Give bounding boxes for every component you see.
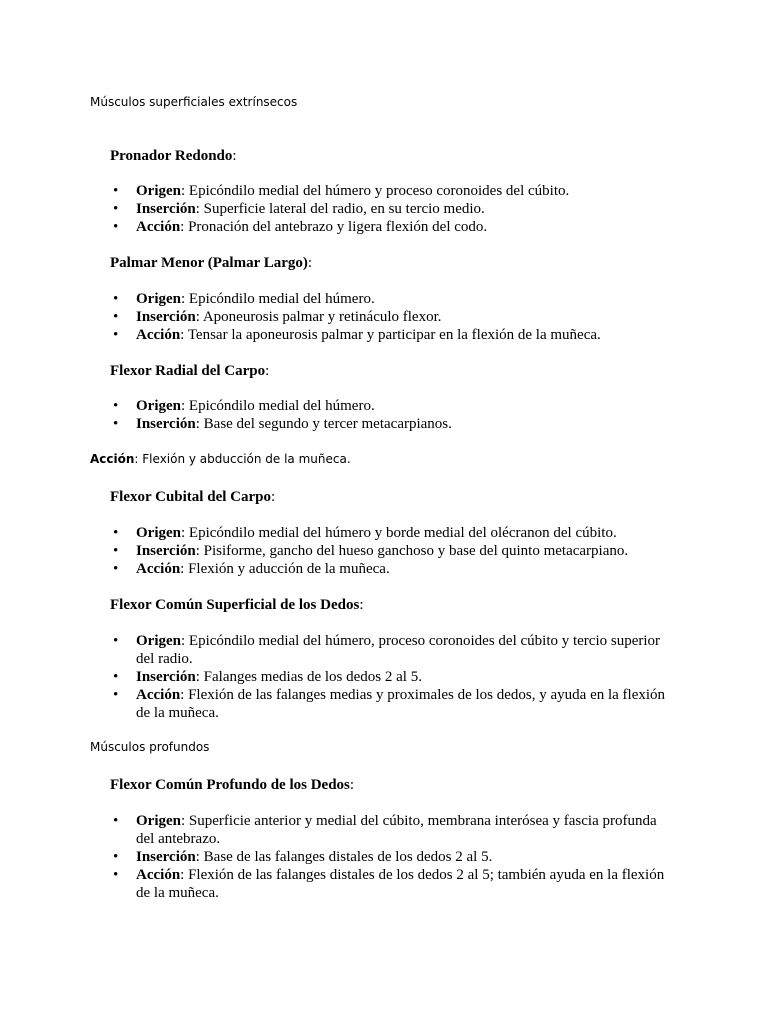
muscle-title-pronador [110,147,237,165]
muscle-title-flexor-profundo [110,776,354,794]
title-colon: : [265,363,270,379]
muscle-title-text: Flexor Radial del Carpo [110,363,266,379]
title-colon: : [232,148,237,164]
item-label: Inserción [136,309,196,325]
bullet-list-flexor-radial [110,397,670,433]
list-item [110,866,670,902]
title-colon: : [349,777,355,793]
bullet-icon: • [113,669,119,685]
item-text: : Flexión y aducción de la muñeca. [180,561,390,577]
list-item [110,686,670,722]
muscle-title-text: Flexor Cubital del Carpo [110,489,271,505]
muscle-title-text: Palmar Menor (Palmar Largo) [110,255,308,271]
item-text: : Epicóndilo medial del húmero. [181,291,375,307]
bullet-icon: • [113,525,119,541]
muscle-title-flexor-cubital [110,488,275,506]
list-item [110,290,670,308]
bullet-icon: • [113,867,119,883]
item-label: Inserción [136,416,196,432]
item-label: Origen [136,183,181,199]
title-colon: : [307,255,313,271]
section-heading-deep: Músculos profundos [90,740,210,754]
item-text: : Base de las falanges distales de los dedos 2 al 5. [195,849,493,865]
list-item [110,848,670,866]
title-colon: : [359,597,364,613]
item-label: Acción [136,219,181,235]
item-label: Inserción [136,201,196,217]
muscle-title-palmar [110,254,312,272]
bullet-list-palmar [110,290,670,344]
item-label: Acción [136,687,181,703]
bullet-icon: • [113,849,119,865]
muscle-title-text: Pronador Redondo [110,148,233,164]
muscle-title-text: Flexor Común Superficial de los Dedos [110,597,360,613]
bullet-icon: • [113,327,119,343]
muscle-title-flexor-superficial [110,596,363,614]
item-text: : Epicóndilo medial del húmero y proceso coronoides del cúbito. [181,183,570,199]
item-text: : Flexión y abducción de la muñeca. [134,452,351,466]
bullet-icon: • [113,813,119,829]
list-item [110,218,670,236]
item-text: : Superficie lateral del radio, en su tercio medio. [195,201,485,217]
item-text: : Superficie anterior y medial del cúbito, membrana interósea y fascia profunda del antebrazo. [136,813,657,847]
item-text: : Flexión de las falanges medias y proximales de los dedos, y ayuda en la flexión de la muñeca. [136,687,666,721]
item-label: Origen [136,291,181,307]
bullet-icon: • [113,201,119,217]
item-label: Origen [136,398,181,414]
item-label: Inserción [136,849,196,865]
item-text: : Falanges medias de los dedos 2 al 5. [195,669,422,685]
list-item [110,668,670,686]
bullet-icon: • [113,543,119,559]
list-item [110,200,670,218]
item-label: Origen [136,633,181,649]
bullet-icon: • [113,687,119,703]
item-label: Inserción [136,669,196,685]
bullet-list-flexor-cubital [110,524,670,578]
item-label: Inserción [136,543,196,559]
item-text: : Pisiforme, gancho del hueso ganchoso y base del quinto metacarpiano. [195,543,629,559]
item-text: : Flexión de las falanges distales de los dedos 2 al 5; también ayuda en la flexión de la muñeca. [136,867,665,901]
list-item [110,812,670,848]
item-label: Acción [136,561,181,577]
item-text: : Epicóndilo medial del húmero. [181,398,375,414]
bullet-icon: • [113,561,119,577]
bullet-icon: • [113,291,119,307]
bullet-icon: • [113,416,119,432]
list-item [110,560,670,578]
item-text: : Pronación del antebrazo y ligera flexión del codo. [180,219,488,235]
item-label: Acción [90,452,135,466]
list-item [110,632,670,668]
accion-line-flexor-radial [90,452,351,467]
item-text: : Epicóndilo medial del húmero y borde medial del olécranon del cúbito. [181,525,617,541]
item-label: Origen [136,813,181,829]
bullet-icon: • [113,219,119,235]
item-text: : Aponeurosis palmar y retináculo flexor. [195,309,442,325]
list-item [110,182,670,200]
bullet-icon: • [113,633,119,649]
list-item [110,524,670,542]
bullet-icon: • [113,183,119,199]
list-item [110,397,670,415]
bullet-list-flexor-superficial [110,632,670,722]
item-text: : Epicóndilo medial del húmero, proceso coronoides del cúbito y tercio superior del radio. [136,633,661,667]
item-label: Acción [136,327,181,343]
item-text: : Tensar la aponeurosis palmar y participar en la flexión de la muñeca. [180,327,601,343]
item-label: Origen [136,525,181,541]
bullet-icon: • [113,309,119,325]
item-text: : Base del segundo y tercer metacarpianos. [195,416,452,432]
item-label: Acción [136,867,181,883]
list-item [110,415,670,433]
muscle-title-flexor-radial [110,362,269,380]
list-item [110,326,670,344]
bullet-list-pronador [110,182,670,236]
list-item [110,542,670,560]
list-item [110,308,670,326]
muscle-title-text: Flexor Común Profundo de los Dedos [110,777,350,793]
bullet-icon: • [113,398,119,414]
title-colon: : [270,489,276,505]
bullet-list-flexor-profundo [110,812,670,902]
section-heading-superficial: Músculos superficiales extrínsecos [90,95,298,109]
